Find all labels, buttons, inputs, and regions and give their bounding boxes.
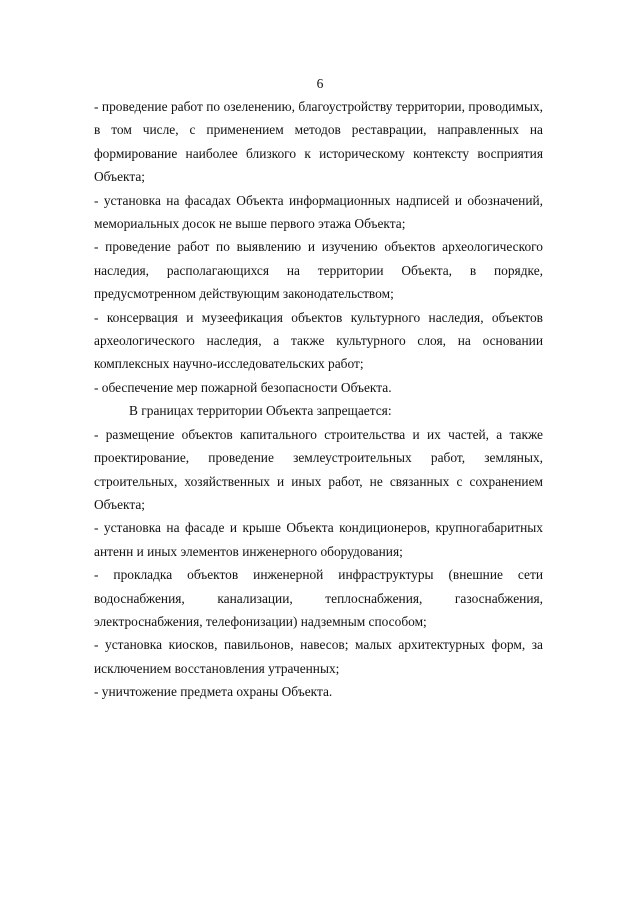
page-number: 6 — [316, 76, 324, 91]
section-heading-prohibited: В границах территории Объекта запрещается: — [129, 403, 392, 419]
list-item-destruction-ban: - уничтожение предмета охраны Объекта. — [94, 684, 333, 700]
list-item-fire-safety: - обеспечение мер пожарной безопасности Объекта. — [94, 379, 392, 395]
list-item-conservation: - консервация и музеефикация объектов культурного наследия, объектов археологического наследия, а также культурного слоя, на основании комплексных научно-исследовательских работ; — [94, 309, 543, 372]
list-item-kiosks-ban: - установка киосков, павильонов, навесов; малых архитектурных форм, за исключением восстановления утраченных; — [94, 637, 543, 676]
list-item-construction-ban: - размещение объектов капитального строительства и их частей, а также проектирование, проведение землеустроительных работ, земляных, строительных, хозяйственных и иных работ, не связанных с сохранением Объекта; — [94, 426, 543, 512]
list-item-landscaping: - проведение работ по озеленению, благоустройству территории, проводимых, в том числе, с применением методов реставрации, направленных на формирование наиболее близкого к историческому контексту восприятия Объекта; — [94, 99, 543, 185]
list-item-equipment-ban: - установка на фасаде и крыше Объекта кондиционеров, крупногабаритных антенн и иных элементов инженерного оборудования; — [94, 520, 543, 559]
list-item-archaeology-research: - проведение работ по выявлению и изучению объектов археологического наследия, располагающихся на территории Объекта, в порядке, предусмотренном действующим законодательством; — [94, 239, 543, 302]
list-item-utilities-ban: - прокладка объектов инженерной инфраструктуры (внешние сети водоснабжения, канализации, теплоснабжения, газоснабжения, электроснабжения, телефонизации) надземным способом; — [94, 567, 543, 629]
document-body — [94, 95, 543, 704]
list-item-facade-signs: - установка на фасадах Объекта информационных надписей и обозначений, мемориальных досок не выше первого этажа Объекта; — [94, 192, 543, 232]
